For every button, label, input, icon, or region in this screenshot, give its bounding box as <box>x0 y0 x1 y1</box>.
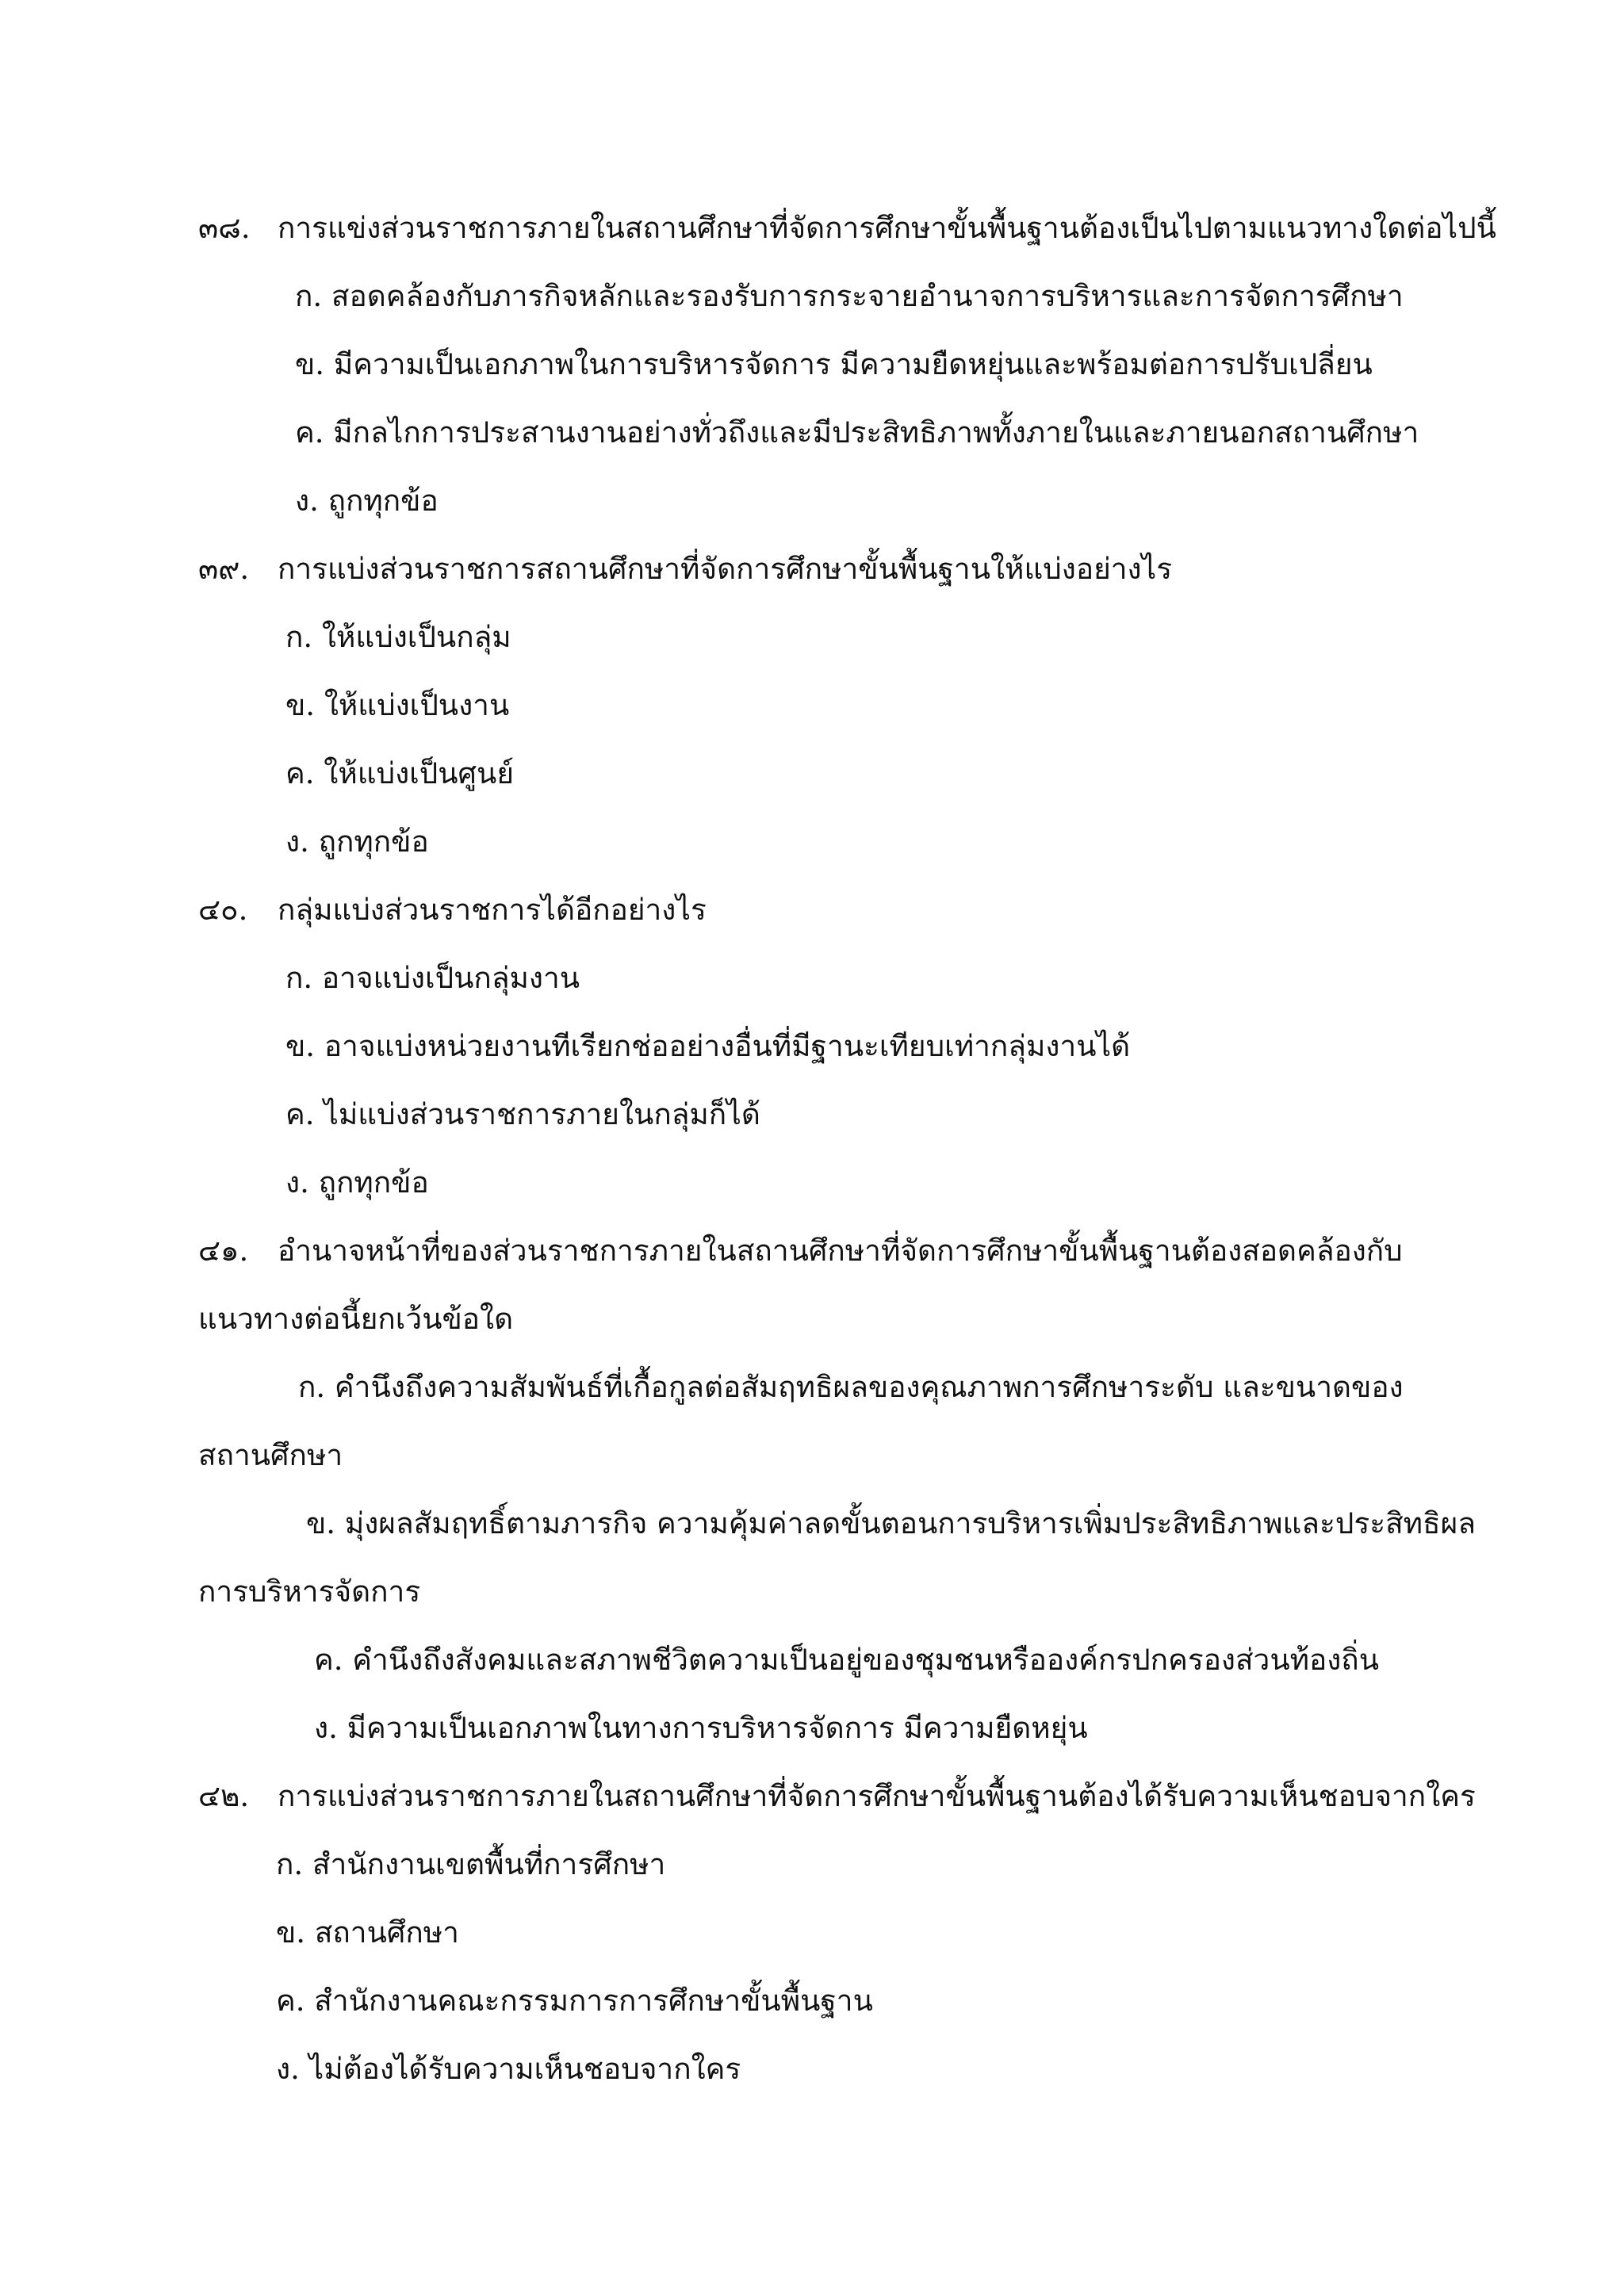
option-42-d: ง. ไม่ต้องได้รับความเห็นชอบจากใคร <box>276 2052 741 2086</box>
question-number: ๔๒. <box>198 1779 250 1813</box>
question-39 <box>198 550 1172 588</box>
question-number: ๓๘. <box>198 211 251 245</box>
question-text: กลุ่มแบ่งส่วนราชการได้อีกอย่างไร <box>278 893 707 927</box>
option-38-d: ง. ถูกทุกข้อ <box>295 484 439 518</box>
option-39-c: ค. ให้แบ่งเป็นศูนย์ <box>285 756 515 790</box>
option-42-a: ก. สำนักงานเขตพื้นที่การศึกษา <box>276 1847 666 1881</box>
option-41-a-continued: สถานศึกษา <box>198 1438 343 1472</box>
option-41-b-continued: การบริหารจัดการ <box>198 1575 421 1609</box>
question-text: การแข่งส่วนราชการภายในสถานศึกษาที่จัดการศึกษาขั้นพื้นฐานต้องเป็นไปตามแนวทางใดต่อไปนี้ <box>278 211 1496 245</box>
question-text: การแบ่งส่วนราชการภายในสถานศึกษาที่จัดการศึกษาขั้นพื้นฐานต้องได้รับความเห็นชอบจากใคร <box>278 1779 1476 1813</box>
option-41-b: ข. มุ่งผลสัมฤทธิ์ตามภารกิจ ความคุ้มค่าลดขั้นตอนการบริหารเพิ่มประสิทธิภาพและประสิทธิผล <box>306 1506 1476 1540</box>
question-number: ๔๐. <box>198 893 248 927</box>
option-38-b: ข. มีความเป็นเอกภาพในการบริหารจัดการ มีความยืดหยุ่นและพร้อมต่อการปรับเปลี่ยน <box>295 347 1373 381</box>
question-text: การแบ่งส่วนราชการสถานศึกษาที่จัดการศึกษาขั้นพื้นฐานให้แบ่งอย่างไร <box>278 552 1173 586</box>
option-41-a: ก. คำนึงถึงความสัมพันธ์ที่เกื้อกูลต่อสัมฤทธิผลของคุณภาพการศึกษาระดับ และขนาดของ <box>298 1370 1404 1404</box>
option-40-b: ข. อาจแบ่งหน่วยงานทีเรียกช่ออย่างอื่นที่มีฐานะเทียบเท่ากลุ่มงานได้ <box>285 1029 1131 1063</box>
option-40-d: ง. ถูกทุกข้อ <box>285 1165 429 1200</box>
option-41-c: ค. คำนึงถึงสังคมและสภาพชีวิตความเป็นอยู่ของชุมชนหรือองค์กรปกครองส่วนท้องถิ่น <box>314 1643 1380 1677</box>
question-41-continued: แนวทางต่อนี้ยกเว้นข้อใด <box>198 1302 514 1336</box>
option-40-c: ค. ไม่แบ่งส่วนราชการภายในกลุ่มก็ได้ <box>285 1097 760 1131</box>
option-40-a: ก. อาจแบ่งเป็นกลุ่มงาน <box>285 961 580 995</box>
option-39-b: ข. ให้แบ่งเป็นงาน <box>285 688 510 722</box>
question-number: ๔๑. <box>198 1234 249 1268</box>
question-text: อำนาจหน้าที่ของส่วนราชการภายในสถานศึกษาที่จัดการศึกษาขั้นพื้นฐานต้องสอดคล้องกับ <box>278 1234 1403 1268</box>
question-40 <box>198 891 707 929</box>
question-number: ๓๙. <box>198 552 250 586</box>
option-39-d: ง. ถูกทุกข้อ <box>285 825 429 859</box>
question-41 <box>198 1232 1403 1270</box>
option-42-b: ข. สถานศึกษา <box>276 1915 459 1950</box>
option-38-c: ค. มีกลไกการประสานงานอย่างทั่วถึงและมีประสิทธิภาพทั้งภายในและภายนอกสถานศึกษา <box>295 415 1419 450</box>
question-42 <box>198 1777 1476 1816</box>
option-38-a: ก. สอดคล้องกับภารกิจหลักและรองรับการกระจายอำนาจการบริหารและการจัดการศึกษา <box>295 279 1404 313</box>
option-42-c: ค. สำนักงานคณะกรรมการการศึกษาขั้นพื้นฐาน <box>276 1984 873 2018</box>
option-41-d: ง. มีความเป็นเอกภาพในทางการบริหารจัดการ มีความยืดหยุ่น <box>314 1711 1088 1745</box>
option-39-a: ก. ให้แบ่งเป็นกลุ่ม <box>285 620 511 654</box>
question-38 <box>198 209 1496 247</box>
